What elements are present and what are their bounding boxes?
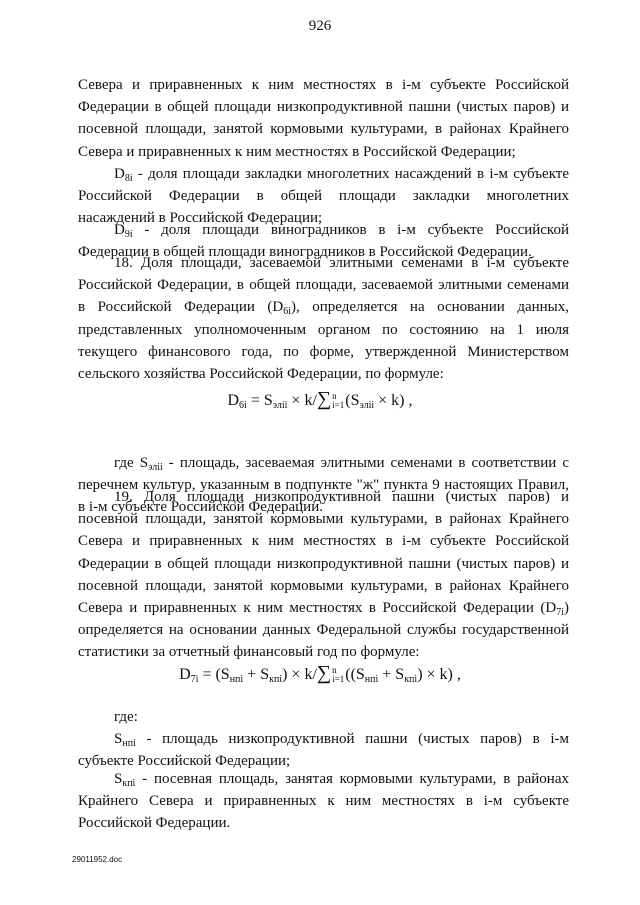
d8-subscript: 8i bbox=[124, 173, 133, 184]
paragraph-19 bbox=[78, 486, 569, 664]
d8-symbol: D bbox=[114, 166, 125, 182]
d8-text: - доля площади закладки многолетних насаждений в i-м субъекте Российской Федерации в общей площади закладки многолетних насаждений в Российской Федерации; bbox=[78, 166, 569, 227]
p19-subscript: 7i bbox=[556, 607, 564, 619]
gde1-subscript: эліі bbox=[148, 462, 163, 473]
f2-plus: + S bbox=[243, 666, 270, 683]
f2-eq: = (S bbox=[198, 666, 230, 683]
file-name-footer: 29011952.doc bbox=[72, 855, 123, 864]
f1-s-sub: эліі bbox=[272, 400, 288, 411]
d9-subscript: 9i bbox=[124, 229, 133, 240]
skp-text: - посевная площадь, занятая кормовыми культурами, в районах Крайнего Севера и приравненных к ним местностях в i-м субъекте Российской Федерации. bbox=[78, 771, 569, 832]
f2-rhs: ((S bbox=[345, 666, 365, 683]
definition-s-np bbox=[78, 728, 569, 772]
p18-text-a: 18. Доля площади, засеваемой элитными семенами в i-м субъекте Российской Федерации, в общей площади, засеваемой элитными семенами в Российской Федерации (D bbox=[78, 255, 569, 316]
definition-s-kp bbox=[78, 768, 569, 835]
paragraph-18 bbox=[78, 252, 569, 385]
f1-rhs2: × k) bbox=[374, 392, 405, 409]
gde1-text-b: - площадь, засеваемая элитными семенами в соответствии с перечнем культур, указанным в подпункте "ж" пункта 9 настоящих Правил, в i-м субъекте Российской Федерации. bbox=[78, 455, 569, 516]
f1-mid: × k/ bbox=[287, 392, 317, 409]
formula-d6 bbox=[0, 388, 640, 411]
f2-sum-sup: n bbox=[332, 665, 337, 676]
f2-rhs2-sub: кпі bbox=[404, 674, 418, 685]
snp-subscript: нпі bbox=[122, 738, 136, 749]
f1-lhs: D bbox=[227, 392, 240, 409]
formula-d7 bbox=[0, 662, 640, 685]
f2-lhs-sub: 7i bbox=[190, 674, 199, 685]
f2-lhs: D bbox=[179, 666, 191, 683]
f1-lhs-sub: 6i bbox=[239, 400, 247, 411]
snp-symbol: S bbox=[114, 731, 123, 747]
skp-subscript: кпі bbox=[122, 778, 136, 789]
f1-sum-symbol: ∑ bbox=[316, 388, 332, 410]
paragraph-continuation: Севера и приравненных к ним местностях в i-м субъекте Российской Федерации в общей площади низкопродуктивной пашни (чистых паров) и посевной площади, занятой кормовыми культурами, в районах Крайнего Севера и приравненных к ним местностях в Российской Федерации; bbox=[78, 77, 569, 160]
skp-symbol: S bbox=[114, 771, 123, 787]
f1-sum-limits bbox=[332, 392, 344, 410]
page-number: 926 bbox=[308, 18, 332, 34]
f2-sum-limits bbox=[332, 666, 344, 684]
gde1-text-a: где S bbox=[114, 455, 149, 471]
snp-text: - площадь низкопродуктивной пашни (чистых паров) в i-м субъекте Российской Федерации; bbox=[78, 731, 569, 770]
f1-rhs: (S bbox=[345, 392, 360, 409]
f1-sum-sub: i=1 bbox=[332, 400, 345, 411]
p19-text-b: ) определяется на основании данных Федеральной службы государственной статистики за отчетный финансовый год по формуле: bbox=[78, 600, 569, 661]
p18-text-b: ), определяется на основании данных, представленных уполномоченным органом по состоянию на 1 июля текущего финансового года, по форме, утвержденной Министерством сельского хозяйства Российской Федерации, по формуле: bbox=[78, 299, 569, 383]
f2-sum-symbol: ∑ bbox=[316, 662, 332, 684]
f1-sum-sup: n bbox=[332, 391, 337, 402]
f2-tail: , bbox=[452, 666, 461, 683]
p18-subscript: 6i bbox=[283, 306, 292, 318]
where-label: где: bbox=[114, 709, 138, 725]
f2-s2-sub: кпі bbox=[269, 674, 283, 685]
f1-eq: = S bbox=[246, 392, 273, 409]
f1-rhs-sub: эліі bbox=[359, 400, 375, 411]
f2-rhs-plus: + S bbox=[378, 666, 405, 683]
f1-tail: , bbox=[404, 392, 413, 409]
f2-rhs-end: ) × k) bbox=[417, 666, 453, 683]
f2-rhs1-sub: нпі bbox=[364, 674, 379, 685]
d9-symbol: D bbox=[114, 222, 125, 238]
p19-text-a: 19. Доля площади низкопродуктивной пашни (чистых паров) и посевной площади, занятой кормовыми культурами, в районах Крайнего Севера и приравненных к ним местностях в i-м субъекте Российской Федерации в общей площади низкопродуктивной пашни (чистых паров) и посевной площади, занятой кормовыми культурами, в районах Крайнего Севера и приравненных к ним местностях в Российской Федерации (D bbox=[78, 489, 569, 617]
f2-sum-sub: i=1 bbox=[332, 674, 345, 685]
f2-mid: ) × k/ bbox=[282, 666, 317, 683]
d9-text: - доля площади виноградников в i-м субъекте Российской Федерации в общей площади виноградников в Российской Федерации. bbox=[78, 222, 569, 261]
f2-s1-sub: нпі bbox=[229, 674, 244, 685]
